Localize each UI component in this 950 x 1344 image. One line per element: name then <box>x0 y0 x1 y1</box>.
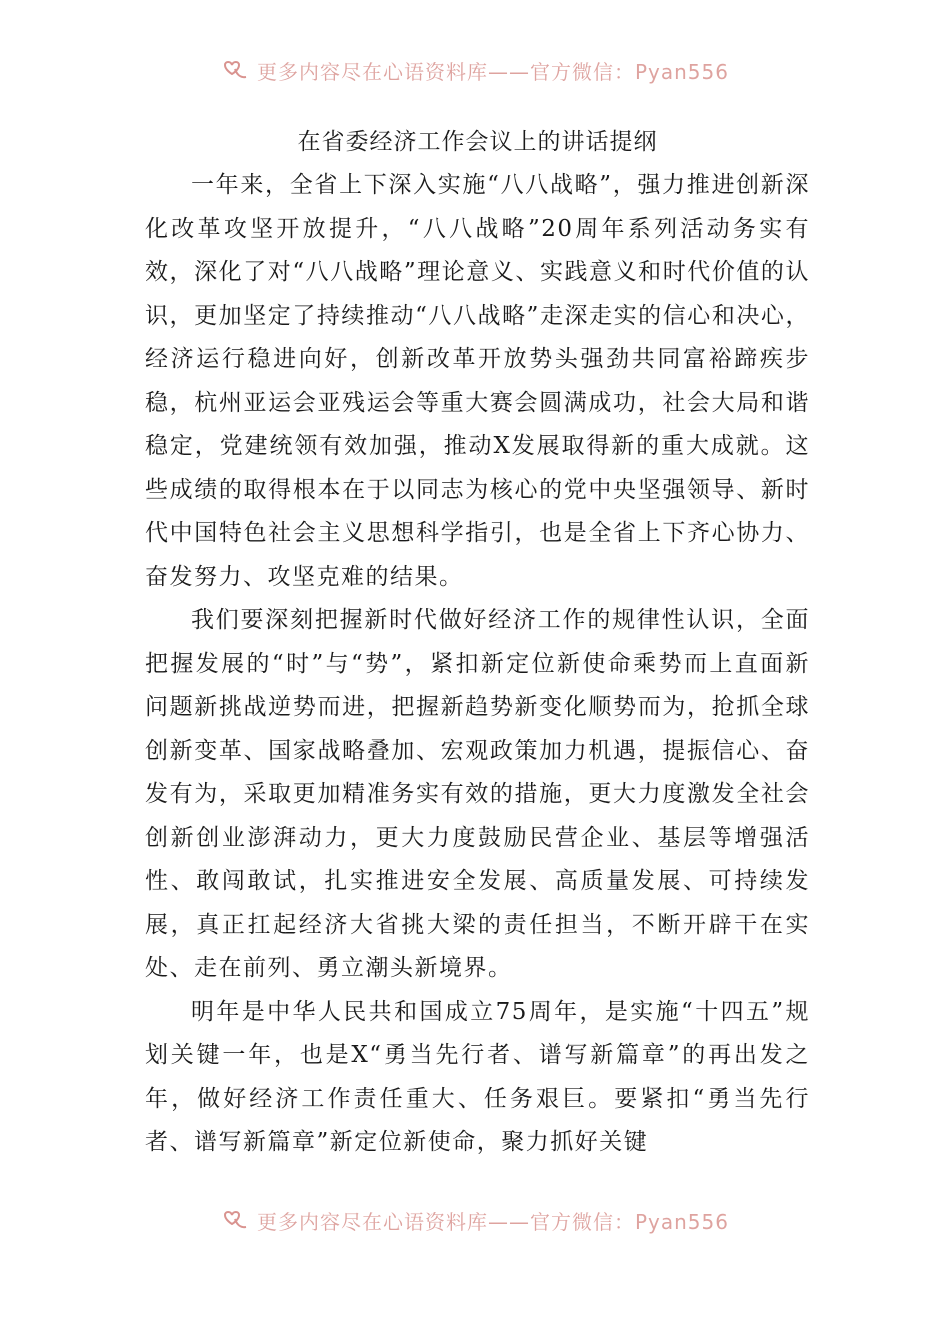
watermark-banner-bottom <box>0 1200 950 1240</box>
watermark-inner <box>221 56 729 85</box>
watermark-banner-top <box>0 50 950 90</box>
heart-logo-icon <box>221 1209 249 1231</box>
paragraph-1: 一年来，全省上下深入实施“八八战略”，强力推进创新深化改革攻坚开放提升，“八八战略”20周年系列活动务实有效，深化了对“八八战略”理论意义、实践意义和时代价值的认识，更加坚定了持续推动“八八战略”走深走实的信心和决心，经济运行稳进向好，创新改革开放势头强劲共同富裕蹄疾步稳，杭州亚运会亚残运会等重大赛会圆满成功，社会大局和谐稳定，党建统领有效加强，推动X发展取得新的重大成就。这些成绩的取得根本在于以同志为核心的党中央坚强领导、新时代中国特色社会主义思想科学指引，也是全省上下齐心协力、奋发努力、攻坚克难的结果。 <box>145 172 810 590</box>
watermark-inner <box>221 1206 729 1235</box>
document-body <box>145 120 810 1165</box>
paragraph-3: 明年是中华人民共和国成立75周年，是实施“十四五”规划关键一年，也是X“勇当先行者、谱写新篇章”的再出发之年，做好经济工作责任重大、任务艰巨。要紧扣“勇当先行者、谱写新篇章”新定位新使命，聚力抓好关键 <box>145 998 810 1155</box>
document-title: 在省委经济工作会议上的讲话提纲 <box>297 129 658 155</box>
heart-logo-icon <box>221 59 249 81</box>
paragraph-2: 我们要深刻把握新时代做好经济工作的规律性认识，全面把握发展的“时”与“势”，紧扣新定位新使命乘势而上直面新问题新挑战逆势而进，把握新趋势新变化顺势而为，抢抓全球创新变革、国家战略叠加、宏观政策加力机遇，提振信心、奋发有为，采取更加精准务实有效的措施，更大力度激发全社会创新创业澎湃动力，更大力度鼓励民营企业、基层等增强活性、敢闯敢试，扎实推进安全发展、高质量发展、可持续发展，真正扛起经济大省挑大梁的责任担当，不断开辟干在实处、走在前列、勇立潮头新境界。 <box>145 607 810 981</box>
watermark-text: 更多内容尽在心语资料库——官方微信：Pyan556 <box>256 59 729 84</box>
watermark-text: 更多内容尽在心语资料库——官方微信：Pyan556 <box>256 1209 729 1234</box>
